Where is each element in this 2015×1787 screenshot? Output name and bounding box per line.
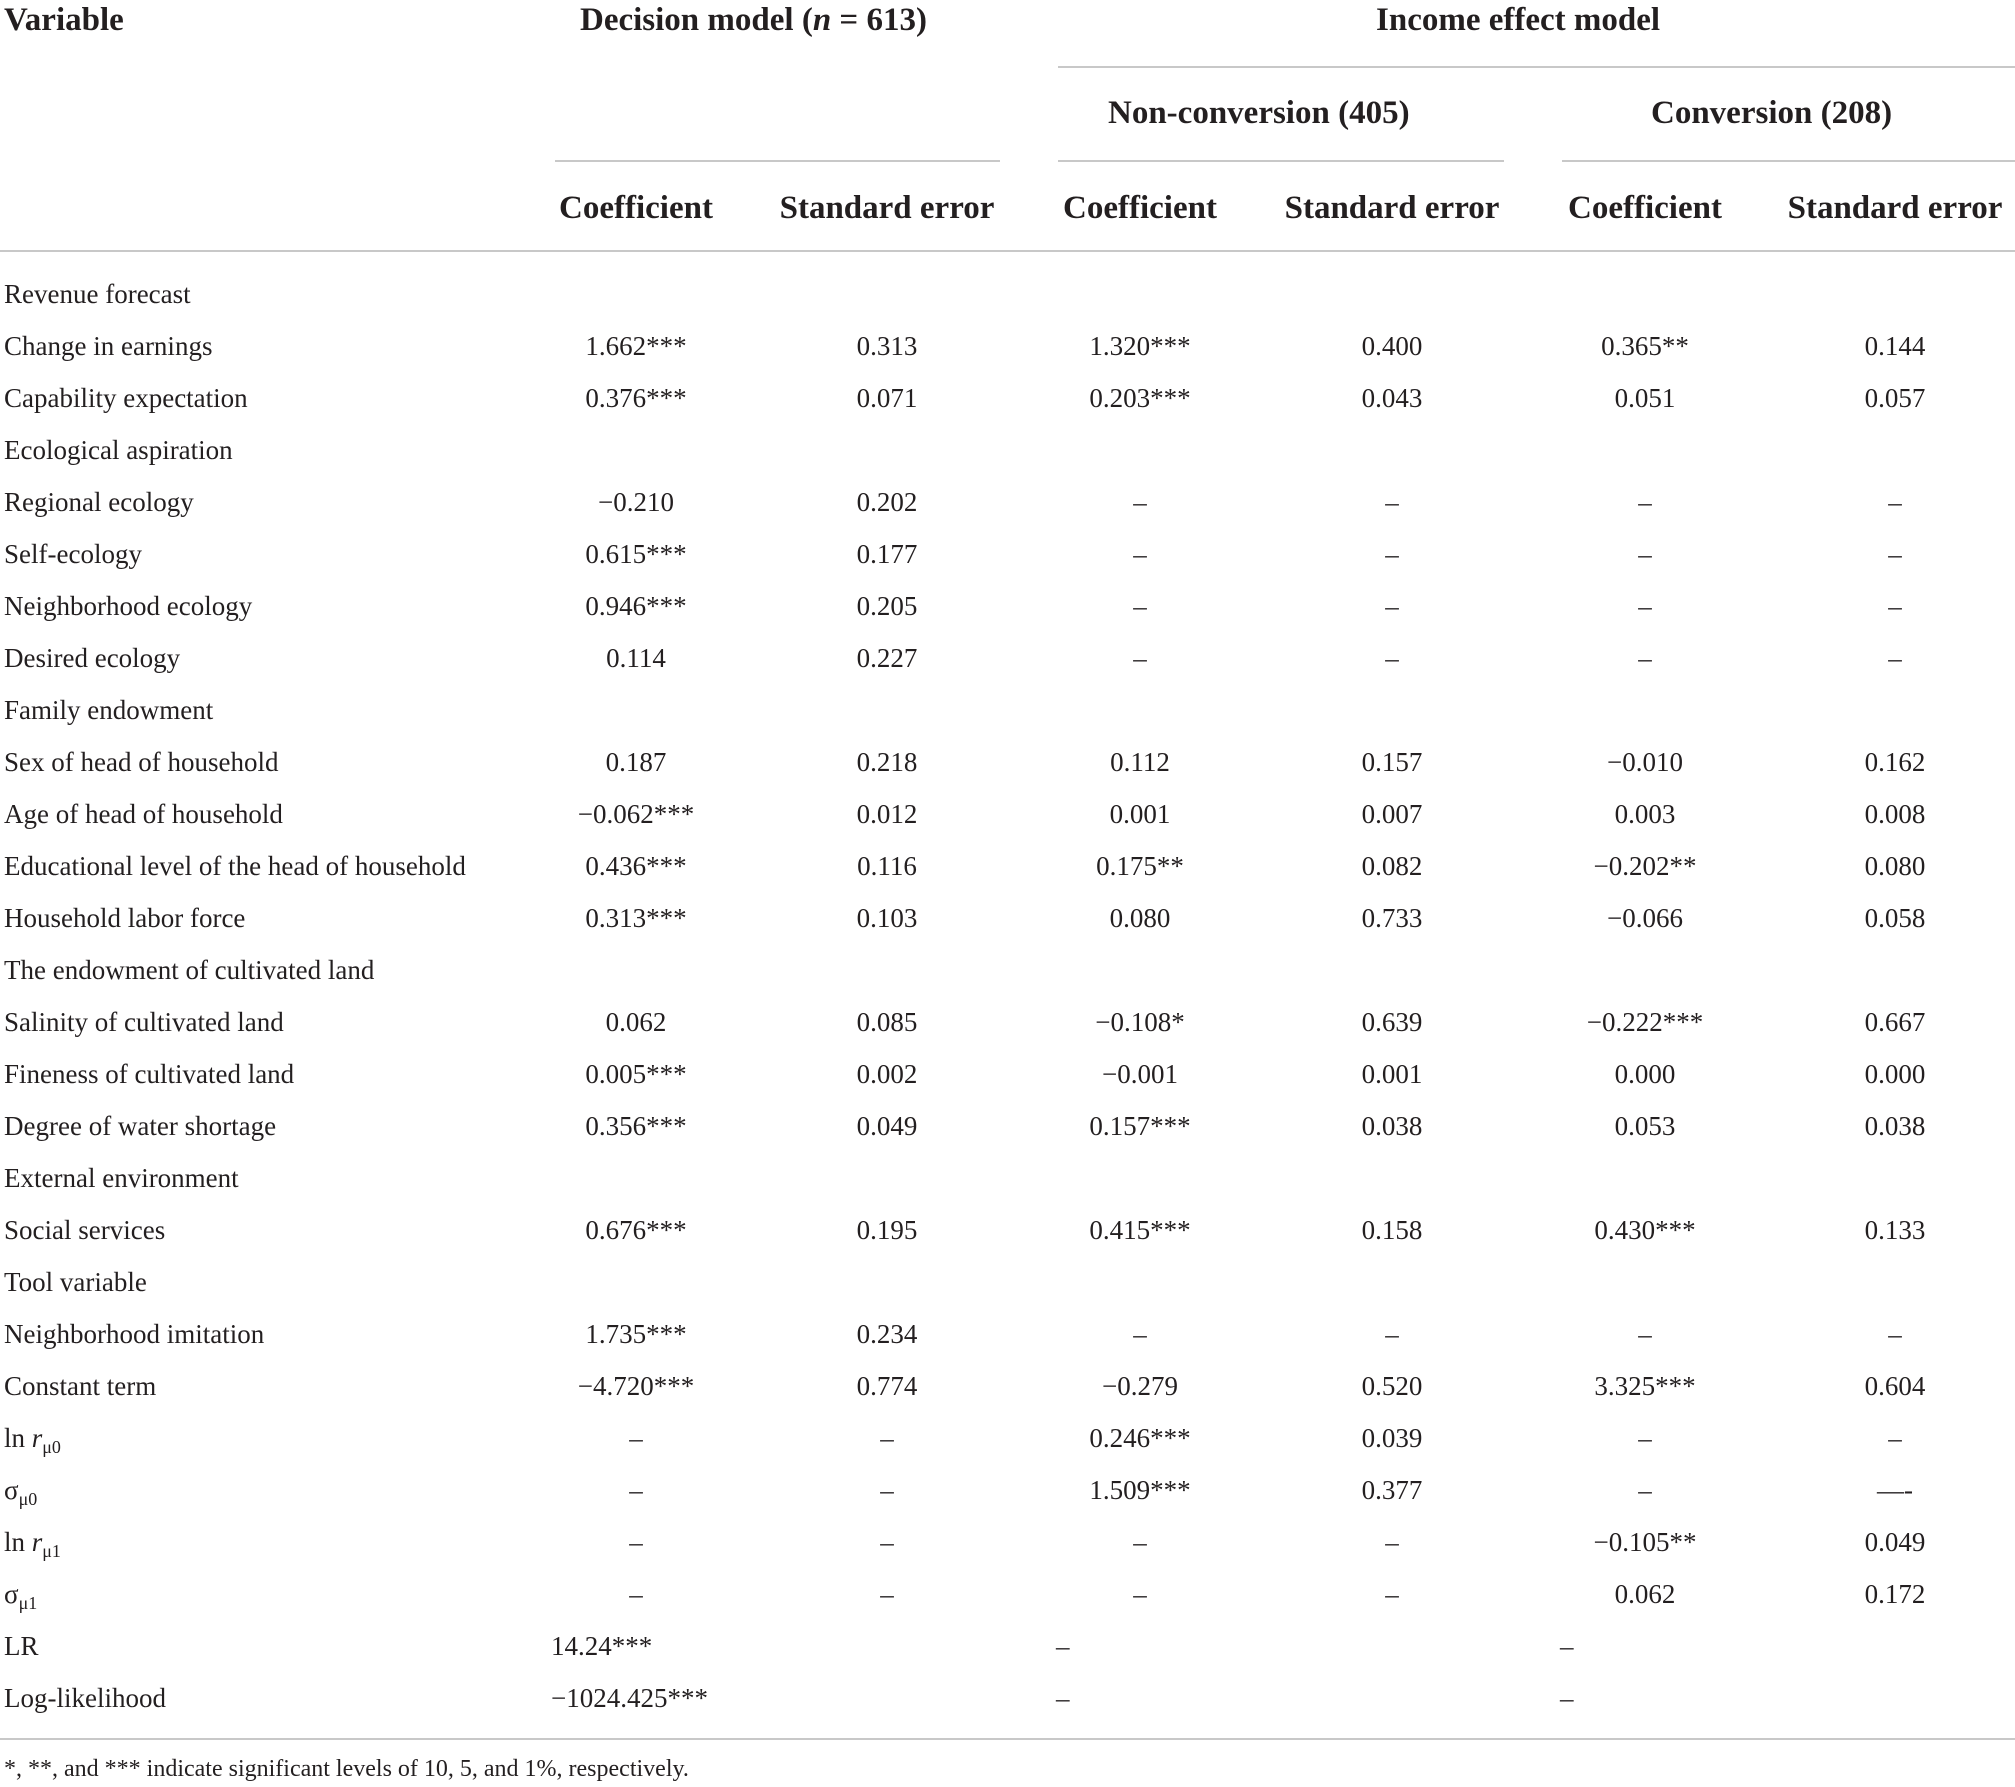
table-cell: 1.320*** bbox=[1089, 331, 1191, 361]
row-label bbox=[4, 1524, 61, 1560]
table-cell: 1.662*** bbox=[585, 331, 687, 361]
table-cell: −0.062*** bbox=[577, 799, 695, 829]
table-cell: 3.325*** bbox=[1594, 1371, 1696, 1401]
table-cell: 0.203*** bbox=[1089, 383, 1191, 413]
table-cell: 0.001 bbox=[1109, 799, 1171, 829]
row-label: Constant term bbox=[4, 1371, 157, 1401]
row-label-main: ln r bbox=[4, 1527, 43, 1557]
table-cell: 0.774 bbox=[856, 1371, 918, 1401]
table-cell: 0.733 bbox=[1361, 903, 1423, 933]
row-label: Salinity of cultivated land bbox=[4, 1007, 284, 1037]
table-cell: 0.227 bbox=[856, 643, 918, 673]
table-cell: – bbox=[1385, 1527, 1399, 1557]
table-cell: 0.313 bbox=[856, 331, 918, 361]
header-se-conversion: Standard error bbox=[1787, 190, 2003, 226]
non-conversion-underline bbox=[1058, 160, 1504, 162]
row-label-main: σ bbox=[4, 1579, 19, 1609]
row-label-subscript: μ0 bbox=[42, 1437, 61, 1457]
table-cell: 0.195 bbox=[856, 1215, 918, 1245]
table-cell: −4.720*** bbox=[577, 1371, 695, 1401]
table-cell: 0.071 bbox=[856, 383, 918, 413]
table-cell: 0.400 bbox=[1361, 331, 1423, 361]
summary-cell: −1024.425*** bbox=[551, 1683, 708, 1713]
table-cell: 0.218 bbox=[856, 747, 918, 777]
table-cell: – bbox=[1133, 1319, 1147, 1349]
row-label-main: σ bbox=[4, 1475, 19, 1505]
table-cell: – bbox=[1385, 487, 1399, 517]
table-cell: −0.108* bbox=[1095, 1007, 1185, 1037]
table-cell: 0.082 bbox=[1361, 851, 1423, 881]
table-cell: – bbox=[1385, 1579, 1399, 1609]
section-label: The endowment of cultivated land bbox=[4, 955, 375, 985]
table-cell: 0.187 bbox=[605, 747, 667, 777]
summary-cell: – bbox=[1560, 1683, 1574, 1713]
table-cell: 0.080 bbox=[1864, 851, 1926, 881]
row-label bbox=[4, 1576, 37, 1612]
table-cell: 0.946*** bbox=[585, 591, 687, 621]
table-cell: 0.080 bbox=[1109, 903, 1171, 933]
table-cell: −0.001 bbox=[1102, 1059, 1178, 1089]
row-label: Degree of water shortage bbox=[4, 1111, 277, 1141]
header-conversion: Conversion (208) bbox=[1651, 95, 1893, 131]
table-cell: −0.202** bbox=[1593, 851, 1697, 881]
table-cell: – bbox=[1888, 591, 1902, 621]
row-label: Sex of head of household bbox=[4, 747, 279, 777]
table-cell: 0.051 bbox=[1614, 383, 1676, 413]
row-label: Household labor force bbox=[4, 903, 246, 933]
table-cell: – bbox=[1638, 487, 1652, 517]
table-cell: – bbox=[1638, 1475, 1652, 1505]
table-cell: −0.105** bbox=[1593, 1527, 1697, 1557]
row-label-subscript: μ1 bbox=[42, 1541, 61, 1561]
table-cell: – bbox=[1888, 643, 1902, 673]
table-cell: 0.085 bbox=[856, 1007, 918, 1037]
table-cell: 0.175** bbox=[1096, 851, 1184, 881]
table-cell: – bbox=[1888, 487, 1902, 517]
table-cell: – bbox=[1888, 539, 1902, 569]
header-non-conversion: Non-conversion (405) bbox=[1108, 95, 1410, 131]
table-cell: 0.002 bbox=[856, 1059, 918, 1089]
table-cell: – bbox=[880, 1579, 894, 1609]
table-cell: – bbox=[1133, 539, 1147, 569]
row-label-subscript: μ1 bbox=[18, 1593, 38, 1613]
table-cell: 0.114 bbox=[606, 643, 666, 673]
table-cell: – bbox=[1133, 643, 1147, 673]
table-cell: 0.144 bbox=[1864, 331, 1926, 361]
section-label: Revenue forecast bbox=[4, 279, 191, 309]
header-income-effect-model: Income effect model bbox=[1376, 2, 1661, 38]
table-cell: 1.509*** bbox=[1089, 1475, 1191, 1505]
summary-cell: – bbox=[1560, 1631, 1574, 1661]
header-coefficient-conversion: Coefficient bbox=[1568, 190, 1722, 226]
table-cell: 0.313*** bbox=[585, 903, 687, 933]
table-cell: 0.676*** bbox=[585, 1215, 687, 1245]
decision-underline bbox=[555, 160, 1000, 162]
table-cell: – bbox=[1638, 1319, 1652, 1349]
table-cell: 0.376*** bbox=[585, 383, 687, 413]
table-cell: 0.007 bbox=[1361, 799, 1423, 829]
table-cell: 0.430*** bbox=[1594, 1215, 1696, 1245]
table-cell: 0.415*** bbox=[1089, 1215, 1191, 1245]
row-label: Age of head of household bbox=[4, 799, 283, 829]
row-label bbox=[4, 1472, 37, 1508]
table-cell: 0.157 bbox=[1361, 747, 1423, 777]
table-cell: – bbox=[1888, 1423, 1902, 1453]
table-cell: −0.210 bbox=[598, 487, 674, 517]
row-label: LR bbox=[4, 1631, 39, 1661]
table-cell: 0.157*** bbox=[1089, 1111, 1191, 1141]
table-cell: −0.066 bbox=[1607, 903, 1683, 933]
table-cell: 0.667 bbox=[1864, 1007, 1926, 1037]
section-label: Tool variable bbox=[4, 1267, 147, 1297]
table-cell: 0.133 bbox=[1864, 1215, 1926, 1245]
table-cell: – bbox=[629, 1527, 643, 1557]
table-cell: – bbox=[1133, 1579, 1147, 1609]
table-cell: 0.172 bbox=[1864, 1579, 1926, 1609]
table-cell: 0.053 bbox=[1614, 1111, 1676, 1141]
table-cell: —- bbox=[1877, 1475, 1913, 1505]
table-cell: 0.008 bbox=[1864, 799, 1926, 829]
row-label: Capability expectation bbox=[4, 383, 248, 413]
table-cell: 0.005*** bbox=[585, 1059, 687, 1089]
header-se-decision: Standard error bbox=[779, 190, 995, 226]
row-label: Desired ecology bbox=[4, 643, 181, 673]
table-bottom-rule bbox=[0, 1738, 2015, 1740]
table-cell: 0.038 bbox=[1864, 1111, 1926, 1141]
section-label: External environment bbox=[4, 1163, 239, 1193]
table-cell: – bbox=[629, 1423, 643, 1453]
table-cell: 0.012 bbox=[856, 799, 918, 829]
table-cell: – bbox=[1638, 539, 1652, 569]
row-label: Change in earnings bbox=[4, 331, 213, 361]
summary-cell: – bbox=[1056, 1683, 1070, 1713]
table-cell: 0.039 bbox=[1361, 1423, 1423, 1453]
table-cell: – bbox=[1385, 643, 1399, 673]
row-label-main: ln r bbox=[4, 1423, 43, 1453]
table-cell: 0.365** bbox=[1601, 331, 1689, 361]
table-cell: 0.162 bbox=[1864, 747, 1926, 777]
table-cell: 0.057 bbox=[1864, 383, 1926, 413]
header-bottom-rule bbox=[0, 250, 2015, 252]
table-cell: 0.377 bbox=[1361, 1475, 1423, 1505]
table-cell: −0.010 bbox=[1607, 747, 1683, 777]
row-label bbox=[4, 1420, 61, 1456]
table-cell: 0.246*** bbox=[1089, 1423, 1191, 1453]
table-cell: 0.062 bbox=[605, 1007, 667, 1037]
table-cell: 0.356*** bbox=[585, 1111, 687, 1141]
table-cell: – bbox=[629, 1579, 643, 1609]
row-label: Log-likelihood bbox=[4, 1683, 166, 1713]
table-cell: – bbox=[629, 1475, 643, 1505]
header-variable: Variable bbox=[4, 2, 124, 38]
table-cell: 0.062 bbox=[1614, 1579, 1676, 1609]
row-label-subscript: μ0 bbox=[18, 1489, 38, 1509]
conversion-underline bbox=[1562, 160, 2015, 162]
section-label: Family endowment bbox=[4, 695, 214, 725]
table-cell: – bbox=[880, 1527, 894, 1557]
table-cell: – bbox=[1385, 539, 1399, 569]
header-coefficient-nonconversion: Coefficient bbox=[1063, 190, 1217, 226]
table-cell: – bbox=[1638, 643, 1652, 673]
table-cell: 0.158 bbox=[1361, 1215, 1423, 1245]
income-effect-underline bbox=[1058, 66, 2015, 68]
row-label: Fineness of cultivated land bbox=[4, 1059, 295, 1089]
row-label: Social services bbox=[4, 1215, 166, 1245]
header-decision-model: Decision model (n = 613) bbox=[580, 2, 927, 38]
header-se-nonconversion: Standard error bbox=[1284, 190, 1500, 226]
row-label: Regional ecology bbox=[4, 487, 194, 517]
table-cell: – bbox=[1133, 487, 1147, 517]
table-cell: 0.436*** bbox=[585, 851, 687, 881]
table-cell: 0.049 bbox=[856, 1111, 918, 1141]
table-cell: −0.222*** bbox=[1586, 1007, 1704, 1037]
table-cell: 0.205 bbox=[856, 591, 918, 621]
table-cell: 0.049 bbox=[1864, 1527, 1926, 1557]
table-cell: 0.520 bbox=[1361, 1371, 1423, 1401]
table-cell: 0.058 bbox=[1864, 903, 1926, 933]
table-cell: 0.615*** bbox=[585, 539, 687, 569]
table-cell: – bbox=[1133, 1527, 1147, 1557]
table-cell: 0.003 bbox=[1614, 799, 1676, 829]
footnote: *, **, and *** indicate significant levels of 10, 5, and 1%, respectively. bbox=[4, 1756, 689, 1782]
header-coefficient-decision: Coefficient bbox=[559, 190, 713, 226]
table-cell: 0.116 bbox=[857, 851, 917, 881]
table-cell: −0.279 bbox=[1102, 1371, 1178, 1401]
table-cell: – bbox=[880, 1423, 894, 1453]
table-cell: 0.038 bbox=[1361, 1111, 1423, 1141]
table-cell: – bbox=[880, 1475, 894, 1505]
table-cell: – bbox=[1385, 1319, 1399, 1349]
table-cell: – bbox=[1638, 591, 1652, 621]
table-cell: 0.604 bbox=[1864, 1371, 1926, 1401]
table-cell: 0.103 bbox=[856, 903, 918, 933]
table-cell: – bbox=[1638, 1423, 1652, 1453]
row-label: Neighborhood ecology bbox=[4, 591, 253, 621]
section-label: Ecological aspiration bbox=[4, 435, 233, 465]
table-cell: 0.112 bbox=[1110, 747, 1170, 777]
table-cell: 0.001 bbox=[1361, 1059, 1423, 1089]
table-cell: 0.202 bbox=[856, 487, 918, 517]
table-cell: 1.735*** bbox=[585, 1319, 687, 1349]
row-label: Self-ecology bbox=[4, 539, 142, 569]
summary-cell: 14.24*** bbox=[551, 1631, 653, 1661]
table-cell: 0.234 bbox=[856, 1319, 918, 1349]
table-cell: – bbox=[1133, 591, 1147, 621]
table-cell: 0.000 bbox=[1614, 1059, 1676, 1089]
table-cell: – bbox=[1888, 1319, 1902, 1349]
table-cell: 0.000 bbox=[1864, 1059, 1926, 1089]
table-cell: 0.639 bbox=[1361, 1007, 1423, 1037]
table-cell: – bbox=[1385, 591, 1399, 621]
row-label: Educational level of the head of household bbox=[4, 851, 466, 881]
row-label: Neighborhood imitation bbox=[4, 1319, 265, 1349]
summary-cell: – bbox=[1056, 1631, 1070, 1661]
table-cell: 0.177 bbox=[856, 539, 918, 569]
table-cell: 0.043 bbox=[1361, 383, 1423, 413]
